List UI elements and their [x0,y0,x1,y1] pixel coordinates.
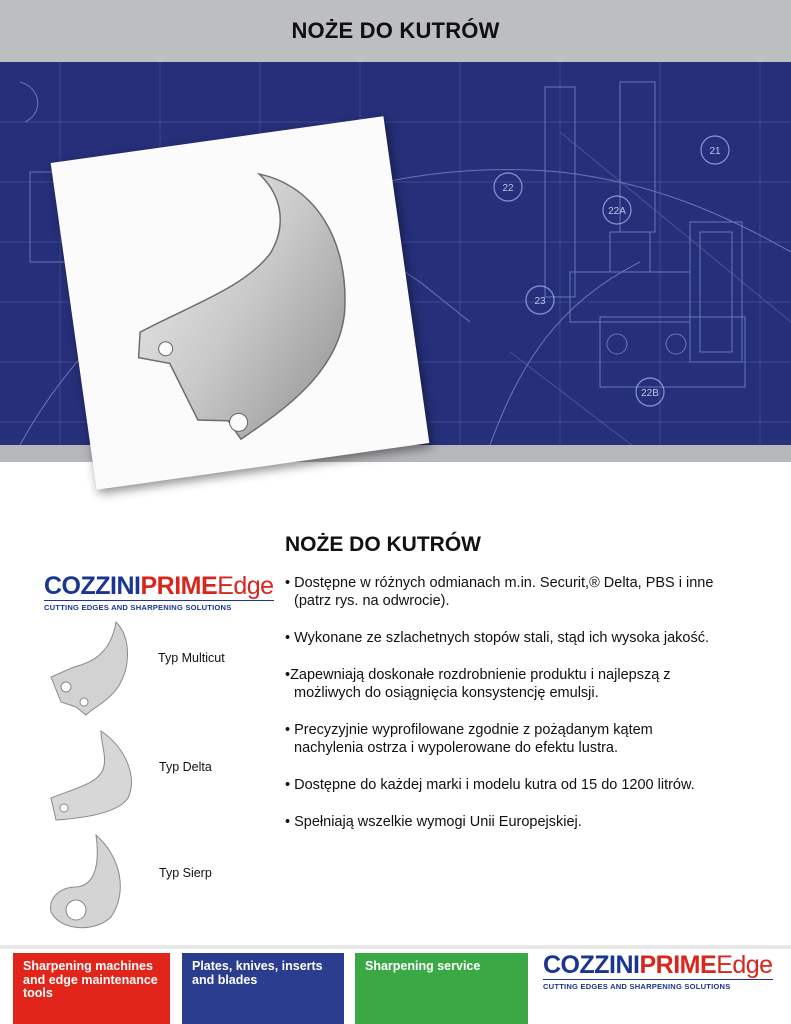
footer-cozzini-logo [543,953,773,991]
logo-edge: Edge [716,951,773,979]
logo-edge: Edge [217,572,274,600]
footer-box-blades: Plates, knives, inserts and blades [182,953,344,1024]
blueprint-label: 22 [502,183,514,194]
footer-divider [0,945,791,949]
knife-type-label: Typ Multicut [158,651,225,665]
section-title: NOŻE DO KUTRÓW [285,533,481,556]
page-title: NOŻE DO KUTRÓW [291,18,500,43]
feature-line: • Dostępne w różnych odmianach m.in. Securit,® Delta, PBS i inne [285,575,714,591]
blueprint-label: 22A [608,206,626,217]
feature-item [285,629,765,647]
logo-cozzini: COZZINI [44,572,141,600]
feature-item [285,574,765,610]
knife-type-label: Typ Sierp [159,866,212,880]
feature-item [285,813,765,831]
feature-line: • Precyzyjnie wyprofilowane zgodnie z pożądanym kątem [285,722,653,738]
feature-line: • Wykonane ze szlachetnych stopów stali, stąd ich wysoka jakość. [285,630,710,646]
logo-cozzini: COZZINI [543,951,640,979]
feature-line-continued: nachylenia ostrza i wypolerowane do efektu lustra. [294,740,619,756]
feature-line: • Dostępne do każdej marki i modelu kutra od 15 do 1200 litrów. [285,777,695,793]
blueprint-label: 23 [534,296,546,307]
blueprint-label: 21 [709,146,721,157]
logo-tagline: CUTTING EDGES AND SHARPENING SOLUTIONS [543,979,773,991]
delta-knife-icon [46,728,146,823]
logo-tagline: CUTTING EDGES AND SHARPENING SOLUTIONS [44,600,274,612]
blueprint-label: 22B [641,388,659,399]
multicut-knife-icon [46,617,158,717]
logo-prime: PRIME [140,572,218,600]
knife-type-label: Typ Delta [159,760,212,774]
knife-photo [51,116,430,490]
logo-prime: PRIME [639,951,717,979]
large-knife-icon [51,116,430,490]
feature-line: • Spełniają wszelkie wymogi Unii Europejskiej. [285,814,582,830]
header-bar [0,0,791,62]
footer-box-service: Sharpening service [355,953,528,1024]
feature-line-continued: (patrz rys. na odwrocie). [294,593,450,609]
feature-list [285,574,765,850]
cozzini-logo [44,574,274,612]
sierp-knife-icon [46,832,136,932]
feature-item [285,776,765,794]
feature-line-continued: możliwych do osiągnięcia konsystencję emulsji. [294,685,599,701]
feature-item [285,666,765,702]
footer-box-machines: Sharpening machines and edge maintenance tools [13,953,170,1024]
feature-item [285,721,765,757]
feature-line: •Zapewniają doskonałe rozdrobnienie produktu i najlepszą z [285,667,671,683]
